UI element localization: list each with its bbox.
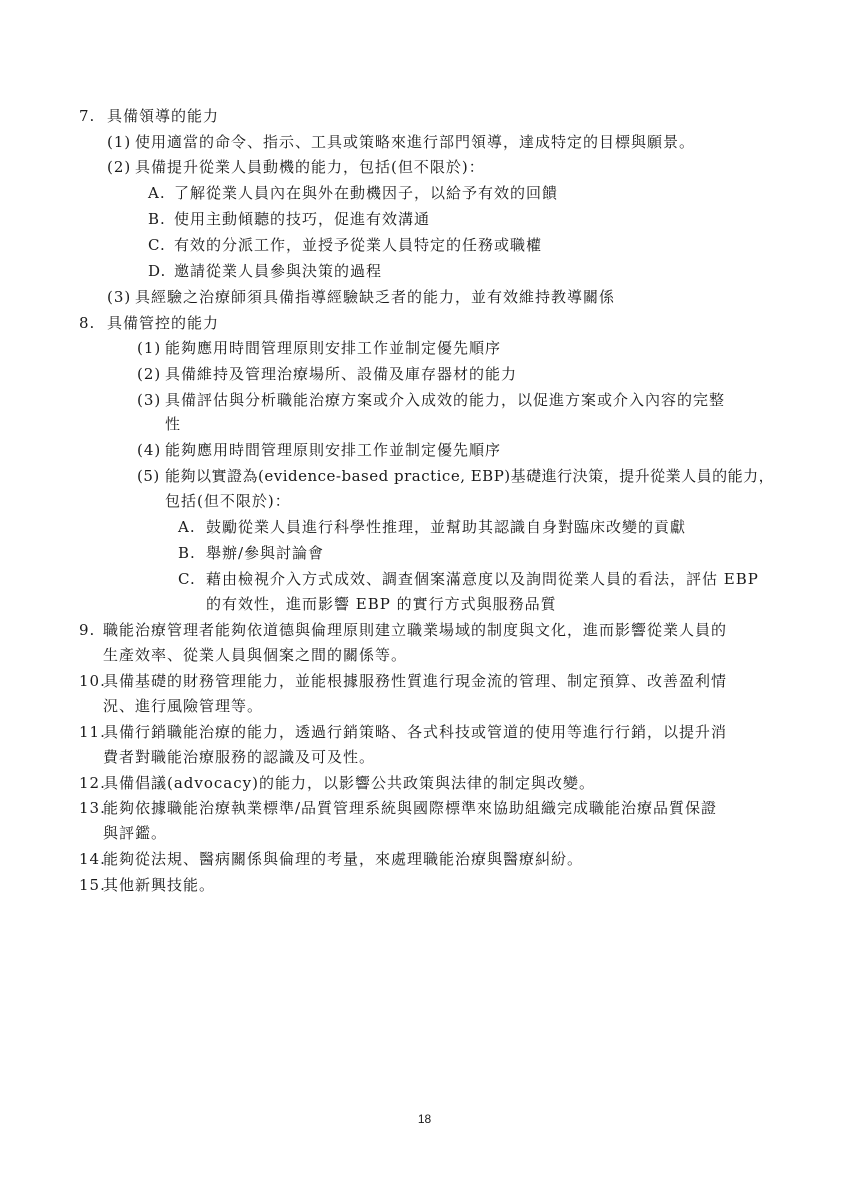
item-7 — [79, 106, 219, 126]
item-text: 具經驗之治療師須具備指導經驗缺乏者的能力，並有效維持教導關係 — [135, 288, 616, 306]
item-8-3 — [137, 390, 725, 410]
item-text: 與評鑑。 — [103, 824, 168, 842]
item-text: 能夠以實證為(evidence-based practice, EBP)基礎進行決策，提升從業人員的能力， — [165, 467, 775, 485]
item-11 — [79, 722, 727, 742]
item-13 — [79, 798, 717, 818]
item-text: 具備倡議(advocacy)的能力，以影響公共政策與法律的制定與改變。 — [103, 774, 595, 792]
item-text: 使用適當的命令、指示、工具或策略來進行部門領導，達成特定的目標與願景。 — [135, 133, 696, 151]
item-number: (2) — [137, 365, 162, 383]
item-13-continuation — [103, 823, 167, 843]
item-8-5-a — [178, 517, 686, 537]
item-9-continuation — [103, 645, 407, 665]
item-number: (1) — [107, 133, 132, 151]
item-8-4 — [137, 440, 501, 460]
item-12 — [79, 773, 595, 793]
item-number: 13. — [79, 799, 106, 817]
item-7-2 — [107, 157, 485, 177]
item-number: 14. — [79, 850, 106, 868]
item-text: 了解從業人員內在與外在動機因子，以給予有效的回饋 — [174, 184, 559, 202]
item-7-3 — [107, 287, 615, 307]
item-text: 能夠從法規、醫病關係與倫理的考量，來處理職能治療與醫療糾紛。 — [103, 850, 584, 868]
item-10-continuation — [103, 696, 263, 716]
item-text: 具備領導的能力 — [107, 107, 220, 125]
item-text: 包括(但不限於)： — [165, 492, 291, 510]
item-14 — [79, 849, 583, 869]
item-9 — [79, 620, 727, 640]
item-number: A. — [178, 518, 196, 536]
item-text: 職能治療管理者能夠依道德與倫理原則建立職業場域的制度與文化，進而影響從業人員的 — [103, 621, 728, 639]
item-text: 具備提升從業人員動機的能力，包括(但不限於)： — [135, 158, 485, 176]
item-7-2-b — [148, 209, 430, 229]
item-number: 15. — [79, 876, 106, 894]
item-number: B. — [148, 210, 166, 228]
item-8-1 — [137, 338, 501, 358]
item-number: (1) — [137, 339, 162, 357]
item-number: B. — [178, 544, 196, 562]
item-text: 有效的分派工作，並授予從業人員特定的任務或職權 — [174, 236, 543, 254]
item-text: 生產效率、從業人員與個案之間的關係等。 — [103, 646, 408, 664]
item-number: A. — [148, 184, 166, 202]
item-text: 能夠應用時間管理原則安排工作並制定優先順序 — [165, 339, 502, 357]
item-text: 使用主動傾聽的技巧，促進有效溝通 — [174, 210, 431, 228]
item-11-continuation — [103, 747, 375, 767]
item-15 — [79, 875, 215, 895]
item-text: 能夠應用時間管理原則安排工作並制定優先順序 — [165, 441, 502, 459]
item-text: 的有效性，進而影響 EBP 的實行方式與服務品質 — [206, 595, 557, 613]
item-number: (4) — [137, 441, 162, 459]
item-text: 具備基礎的財務管理能力，並能根據服務性質進行現金流的管理、制定預算、改善盈利情 — [103, 672, 728, 690]
item-text: 邀請從業人員參與決策的過程 — [174, 262, 383, 280]
item-8-5 — [137, 466, 774, 486]
item-8-5-b — [178, 543, 324, 563]
item-8-2 — [137, 364, 517, 384]
item-number: (3) — [137, 391, 162, 409]
item-text: 況、進行風險管理等。 — [103, 697, 264, 715]
item-text: 能夠依據職能治療執業標準/品質管理系統與國際標準來協助組織完成職能治療品質保證 — [103, 799, 718, 817]
page-number: 18 — [417, 1112, 432, 1126]
item-number: 7. — [79, 107, 96, 125]
item-text: 藉由檢視介入方式成效、調查個案滿意度以及詢問從業人員的看法，評估 EBP — [206, 570, 759, 588]
item-8-3-continuation — [165, 414, 181, 434]
item-7-1 — [107, 132, 695, 152]
item-number: C. — [178, 570, 196, 588]
item-7-2-a — [148, 183, 558, 203]
item-number: 8. — [79, 314, 96, 332]
item-number: C. — [148, 236, 166, 254]
item-8 — [79, 313, 219, 333]
item-7-2-c — [148, 235, 542, 255]
item-text: 具備行銷職能治療的能力，透過行銷策略、各式科技或管道的使用等進行行銷，以提升消 — [103, 723, 728, 741]
item-text: 舉辦/參與討論會 — [206, 544, 325, 562]
item-8-5-continuation — [165, 491, 291, 511]
item-8-5-c-continuation — [206, 594, 557, 614]
item-text: 費者對職能治療服務的認識及可及性。 — [103, 748, 376, 766]
item-8-5-c — [178, 569, 759, 589]
item-number: D. — [148, 262, 167, 280]
item-text: 鼓勵從業人員進行科學性推理，並幫助其認識自身對臨床改變的貢獻 — [206, 518, 687, 536]
item-text: 具備管控的能力 — [107, 314, 220, 332]
item-number: 12. — [79, 774, 106, 792]
item-number: (2) — [107, 158, 132, 176]
item-number: 9. — [79, 621, 96, 639]
item-number: (5) — [137, 467, 160, 485]
item-number: (3) — [107, 288, 132, 306]
item-10 — [79, 671, 727, 691]
item-7-2-d — [148, 261, 382, 281]
item-text: 其他新興技能。 — [103, 876, 216, 894]
item-text: 具備維持及管理治療場所、設備及庫存器材的能力 — [165, 365, 518, 383]
item-text: 性 — [165, 415, 182, 433]
item-number: 10. — [79, 672, 106, 690]
item-number: 11. — [79, 723, 106, 741]
item-text: 具備評估與分析職能治療方案或介入成效的能力，以促進方案或介入內容的完整 — [165, 391, 726, 409]
